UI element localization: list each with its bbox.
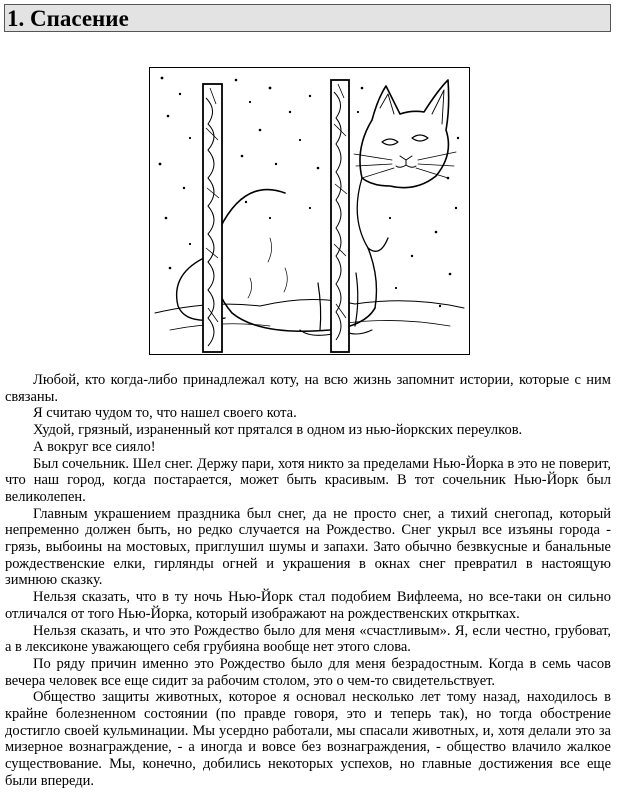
chapter-title: 1. Спасение: [7, 6, 129, 31]
paragraph: Нельзя сказать, и что это Рождество было для меня «счастливым». Я, если честно, грубоват, а в лексиконе уважающего себя грубияна вообще нет этого слова.: [5, 622, 611, 656]
cat-behind-bars-illustration: [150, 68, 469, 354]
paragraph: Любой, кто когда-либо принадлежал коту, на всю жизнь запомнит истории, которые с ним связаны.: [5, 372, 611, 405]
paragraph: Главным украшением праздника был снег, да не просто снег, а тихий снегопад, который непременно должен быть, но редко случается на Рождество. Снег укрыл все изъяны города - грязь, выбоины на мостовых, приглушил шумы и запахи. Зато обычно безвкусные и банальные рождественские елки, гирлянды огней и украшения в окнах снег превратил в настоящую зимнюю сказку.: [5, 505, 611, 589]
left-bar: [203, 84, 222, 352]
chapter-title-bar: [4, 4, 611, 32]
right-bar: [331, 80, 349, 352]
paragraph: По ряду причин именно это Рождество было для меня безрадостным. Когда в семь часов вечера человек все еще сидит за рабочим столом, это о чем-то свидетельствует.: [5, 655, 611, 689]
chapter-text: [5, 372, 611, 790]
paragraph: Я считаю чудом то, что нашел своего кота.: [33, 405, 297, 422]
paragraph: А вокруг все сияло!: [33, 438, 156, 455]
cat-illustration: [149, 67, 470, 355]
paragraph: Общество защиты животных, которое я основал несколько лет тому назад, находилось в крайне болезненном состоянии (по правде говоря, это и теперь так), но тогда обострение достигло своей кульминации. Мы усердно работали, мы спасали животных, и, хотя делали это за мизерное вознаграждение, - а иногда и вовсе без вознаграждения, - общество влачило жалкое существование. Мы, конечно, добились некоторых успехов, но главные достижения все еще были впереди.: [5, 689, 611, 789]
paragraph: Был сочельник. Шел снег. Держу пари, хотя никто за пределами Нью-Йорка в это не поверит, что наш город, когда постарается, может быть красивым. В тот сочельник Нью-Йорк был великолепен.: [5, 455, 611, 505]
paragraph: Нельзя сказать, что в ту ночь Нью-Йорк стал подобием Вифлеема, но все-таки он сильно отличался от того Нью-Йорка, который изображают на рождественских открытках.: [5, 589, 611, 622]
paragraph: Худой, грязный, израненный кот прятался в одном из нью-йоркских переулков.: [33, 422, 523, 439]
